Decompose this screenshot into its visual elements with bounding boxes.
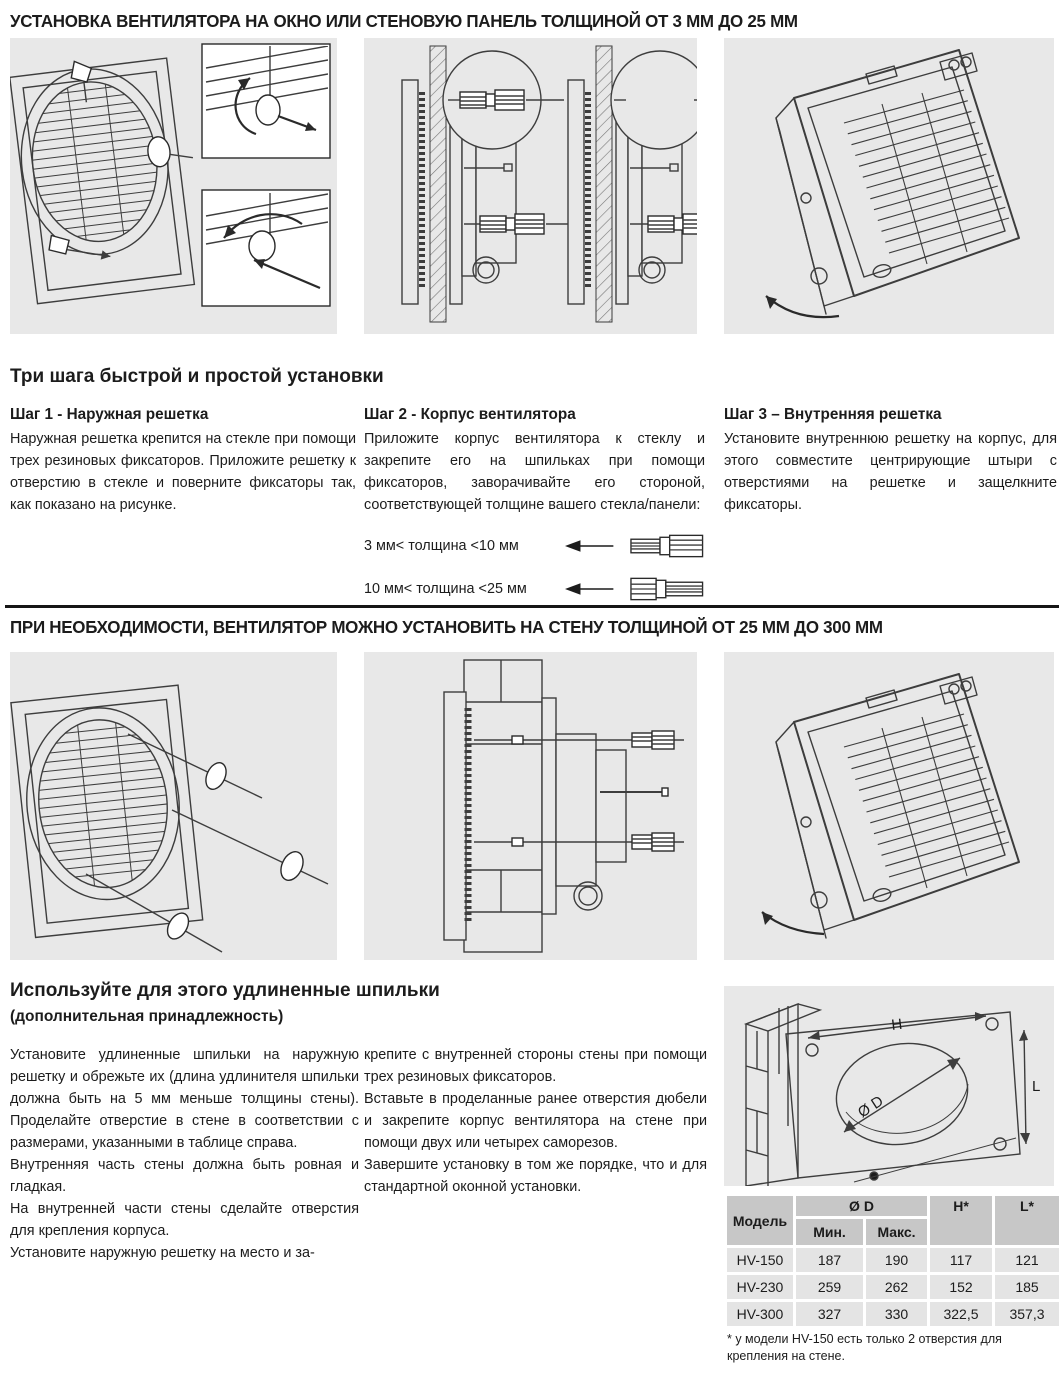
illustration-wall-dimensions bbox=[724, 986, 1054, 1186]
illustration-window-grille bbox=[10, 38, 337, 334]
wall-install-column-2 bbox=[364, 1044, 707, 1198]
paragraph: Внутренняя часть стены должна быть ровная и гладкая. bbox=[10, 1157, 359, 1195]
assembly-glass-thin bbox=[402, 46, 572, 322]
fan-3d-drawing-2 bbox=[724, 652, 1054, 960]
table-header-h: H* bbox=[930, 1196, 992, 1245]
thickness-option-2-label: 10 мм< толщина <25 мм bbox=[364, 581, 527, 597]
step2-heading: Шаг 2 - Корпус вентилятора bbox=[364, 406, 576, 423]
paragraph: Установите наружную решетку на место и за- bbox=[10, 1245, 315, 1261]
table-value-cell: 327 bbox=[796, 1302, 863, 1326]
dimension-l-label: L bbox=[1032, 1078, 1041, 1095]
section1-subtitle: Три шага быстрой и простой установки bbox=[10, 366, 384, 387]
extended-studs bbox=[86, 734, 328, 952]
table-header-min: Мин. bbox=[796, 1219, 863, 1245]
thickness-option-2 bbox=[364, 576, 705, 602]
fixator-rotate-inset-1 bbox=[202, 44, 330, 158]
left-arrow-icon bbox=[565, 539, 615, 553]
step3-heading: Шаг 3 – Внутренняя решетка bbox=[724, 406, 942, 423]
table-value-cell: 152 bbox=[930, 1275, 992, 1299]
fan-3d-drawing bbox=[724, 38, 1054, 334]
grille-fixators-drawing bbox=[10, 38, 337, 334]
section2-subheading: Используйте для этого удлиненные шпильки bbox=[10, 980, 440, 1001]
paragraph: Вставьте в проделанные ранее отверстия дюбели и закрепите корпус вентилятора на стене при помощи двух или четырех саморезов. bbox=[364, 1091, 707, 1151]
table-header-l: L* bbox=[995, 1196, 1059, 1245]
section1-title: УСТАНОВКА ВЕНТИЛЯТОРА НА ОКНО ИЛИ СТЕНОВУЮ ПАНЕЛЬ ТОЛЩИНОЙ ОТ 3 ММ ДО 25 ММ bbox=[10, 11, 798, 31]
step2-body: Приложите корпус вентилятора к стеклу и закрепите его на шпильках при помощи фиксаторов, заворачивайте его стороной, соответствующей толщине вашего стекла/панели: bbox=[364, 431, 705, 513]
paragraph: На внутренней части стены сделайте отверстия для крепления корпуса. bbox=[10, 1201, 359, 1239]
table-header-max: Макс. bbox=[866, 1219, 927, 1245]
section2-subheading-note: (дополнительная принадлежность) bbox=[10, 1008, 284, 1025]
paragraph: Завершите установку в том же порядке, что и для стандартной оконной установки. bbox=[364, 1157, 707, 1195]
step3-column bbox=[724, 404, 1057, 516]
table-model-cell: HV-150 bbox=[727, 1248, 793, 1272]
table-value-cell: 187 bbox=[796, 1248, 863, 1272]
dimensions-table bbox=[727, 1196, 1059, 1326]
dimension-drawing bbox=[724, 986, 1054, 1186]
brick-wall-drawing bbox=[364, 652, 697, 960]
step1-column bbox=[10, 404, 356, 516]
table-value-cell: 262 bbox=[866, 1275, 927, 1299]
table-header-model: Модель bbox=[727, 1196, 793, 1245]
grille-pins-drawing bbox=[10, 652, 337, 960]
step3-body: Установите внутреннюю решетку на корпус, для этого совместите центрирующие штыри с отверстиями на решетке и защелкните фиксаторы. bbox=[724, 431, 1057, 513]
rubber-fixator-icon bbox=[27, 48, 204, 265]
illustration-assembled-fan-wall bbox=[724, 652, 1054, 960]
left-arrow-icon bbox=[565, 582, 615, 596]
table-value-cell: 121 bbox=[995, 1248, 1059, 1272]
step2-column bbox=[364, 404, 705, 602]
illustration-assembled-fan bbox=[724, 38, 1054, 334]
paragraph: Установите удлиненные шпильки на наружную решетку и обрежьте их (длина удлинителя шпильки должна быть на 5 мм меньше толщины стены). Проделайте отверстие в стене в соответствии с размерами, указанными в таблице справа. bbox=[10, 1047, 359, 1151]
table-value-cell: 190 bbox=[866, 1248, 927, 1272]
fixator-rotate-inset-2 bbox=[202, 190, 330, 306]
step1-heading: Шаг 1 - Наружная решетка bbox=[10, 406, 209, 423]
paragraph: крепите с внутренней стороны стены при помощи трех резиновых фиксаторов. bbox=[364, 1047, 707, 1085]
illustration-body-mounting bbox=[364, 38, 697, 334]
thickness-option-1 bbox=[364, 533, 705, 559]
fixator-thick-icon bbox=[630, 576, 705, 602]
step1-body: Наружная решетка крепится на стекле при помощи трех резиновых фиксаторов. Приложите решетку к отверстию в стекле и поверните фиксаторы так, как показано на рисунке. bbox=[10, 431, 356, 513]
section2-title: ПРИ НЕОБХОДИМОСТИ, ВЕНТИЛЯТОР МОЖНО УСТАНОВИТЬ НА СТЕНУ ТОЛЩИНОЙ ОТ 25 ММ ДО 300 ММ bbox=[10, 617, 883, 637]
fixator-thin-icon bbox=[630, 533, 705, 559]
table-value-cell: 322,5 bbox=[930, 1302, 992, 1326]
table-value-cell: 330 bbox=[866, 1302, 927, 1326]
dimension-d-label: Ø D bbox=[854, 1092, 887, 1122]
table-header-diameter: Ø D bbox=[796, 1196, 927, 1216]
table-value-cell: 185 bbox=[995, 1275, 1059, 1299]
section-divider bbox=[5, 605, 1059, 608]
assembly-glass-thick bbox=[568, 46, 697, 322]
dimension-h-label: H bbox=[890, 1015, 904, 1034]
wall-install-column-1 bbox=[10, 1044, 359, 1264]
side-view-drawing bbox=[364, 38, 697, 334]
table-value-cell: 117 bbox=[930, 1248, 992, 1272]
illustration-wall-side-view bbox=[364, 652, 697, 960]
swing-arrow-icon bbox=[766, 296, 839, 317]
table-model-cell: HV-230 bbox=[727, 1275, 793, 1299]
table-footnote: * у модели HV-150 есть только 2 отверстия для крепления на стене. bbox=[727, 1332, 1002, 1363]
table-value-cell: 357,3 bbox=[995, 1302, 1059, 1326]
swing-arrow-icon bbox=[762, 912, 824, 934]
table-value-cell: 259 bbox=[796, 1275, 863, 1299]
thickness-option-1-label: 3 мм< толщина <10 мм bbox=[364, 538, 519, 554]
illustration-grille-long-pins bbox=[10, 652, 337, 960]
table-model-cell: HV-300 bbox=[727, 1302, 793, 1326]
